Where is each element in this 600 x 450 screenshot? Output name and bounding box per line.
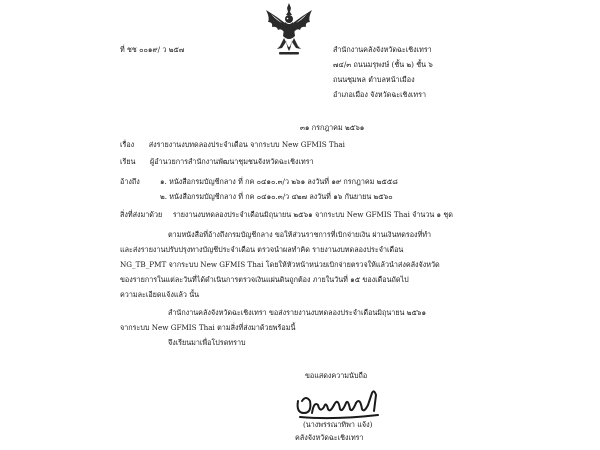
reference-label: อ้างถึง: [120, 177, 140, 186]
subject-label: เรื่อง: [120, 140, 135, 149]
reference-number: ที่ ชช ๐๐๑๙/ ว ๒๕๗: [120, 45, 185, 54]
recipient-text: ผู้อำนวยการสำนักงานพัฒนาชุมชนจังหวัดฉะเชิงเทรา: [150, 157, 314, 166]
address-line-2: ๗๔/๓ ถนนมรุพงษ์ (ชั้น ๒) ชั้น ๖: [333, 60, 433, 69]
body-para2-line-2: จากระบบ New GFMIS Thai ตามสิ่งที่ส่งมาด้วยพร้อมนี้: [120, 323, 296, 332]
closing-request: จึงเรียนมาเพื่อโปรดทราบ: [168, 338, 246, 347]
recipient-row: [120, 158, 314, 165]
reference-item-2: ๒. หนังสือกรมบัญชีกลาง ที่ กค ๐๔๑๐.๓/ว ๔๒๗ ลงวันที่ ๑๖ กันยายน ๒๕๖๐: [160, 192, 393, 201]
garuda-emblem-icon: [262, 2, 316, 58]
body-para1-line-3: NG_TB_PMT จากระบบ New GFMIS Thai โดยให้หัวหน้าหน่วยเบิกจ่ายตรวจให้แล้วนำส่งคลังจังหวัด: [120, 260, 440, 269]
address-line-4: อำเภอเมือง จังหวัดฉะเชิงเทรา: [333, 90, 427, 99]
letter-date: ๓๑ กรกฎาคม ๒๕๖๑: [300, 123, 365, 132]
handwritten-signature: [294, 387, 384, 421]
body-para1-line-2: และส่งรายงานปรับปรุงทางบัญชีประจำเดือน ตรวจนำผลทำคิด รายงานงบทดลองประจำเดือน: [120, 245, 404, 254]
enclosure-text: รายงานงบทดลองประจำเดือนมิถุนายน ๒๕๖๑ จากระบบ New GFMIS Thai จำนวน ๑ ชุด: [172, 210, 453, 219]
subject-row: [120, 141, 345, 148]
address-line-3: ถนนชุมพล ตำบลหน้าเมือง: [333, 75, 415, 84]
signer-name: (นางพรรณาทิพา แจ้ง): [303, 420, 373, 429]
closing-salutation: ขอแสดงความนับถือ: [305, 371, 368, 380]
recipient-label: เรียน: [120, 157, 136, 166]
enclosure-row: [120, 211, 453, 218]
body-para2-line-1: สำนักงานคลังจังหวัดฉะเชิงเทรา ขอส่งรายงานงบทดลองประจำเดือนมิถุนายน ๒๕๖๑: [168, 308, 427, 317]
reference-item-1: ๑. หนังสือกรมบัญชีกลาง ที่ กค ๐๔๑๐.๓/ว ๒๖๑ ลงวันที่ ๑๙ กรกฎาคม ๒๕๕๘: [160, 177, 398, 186]
subject-text: ส่งรายงานงบทดลองประจำเดือน จากระบบ New GFMIS Thai: [148, 140, 345, 149]
body-para1-line-1: ตามหนังสือที่อ้างถึงกรมบัญชีกลาง ขอให้ส่วนราชการที่เบิกจ่ายเงิน ผ่านเงินทดรองที่ทำ: [168, 230, 432, 239]
address-line-1: สำนักงานคลังจังหวัดฉะเชิงเทรา: [333, 45, 432, 54]
signer-position: คลังจังหวัดฉะเชิงเทรา: [295, 433, 364, 442]
enclosure-label: สิ่งที่ส่งมาด้วย: [120, 210, 163, 219]
body-para1-line-5: ความละเอียดแจ้งแล้ว นั้น: [120, 290, 200, 299]
body-para1-line-4: ของรายการในแต่ละวันที่ได้ดำเนินการตรวจเงินแผ่นดินถูกต้อง ภายในวันที่ ๑๕ ของเดือนถัดไป: [120, 275, 409, 284]
